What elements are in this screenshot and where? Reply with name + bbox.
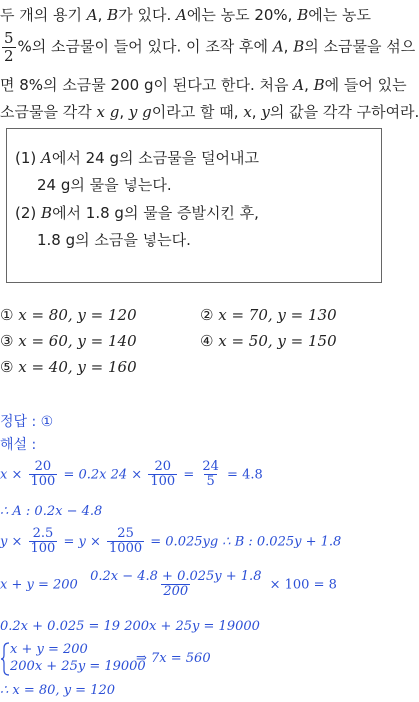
question-line-3: 면 8%의 소금물 200 g이 된다고 한다. 처음 A, B에 들어 있는	[0, 76, 407, 94]
system-result: ⇒ 7x = 560	[136, 651, 211, 666]
solution-line-2: ∴ A : 0.2x − 4.8	[0, 504, 103, 519]
solution-line-1: x × $\frac{20}{100}$ = 0.2x 24 × $\frac{20}{100}$ = $\frac{24}{5}$ = 4.8	[0, 459, 263, 490]
choice-4[interactable]: ④ x = 50, y = 150	[200, 332, 337, 350]
fraction: $\frac{25}{1000}$	[109, 526, 143, 557]
fraction-5-2: $\frac{5}{2}$	[4, 29, 14, 65]
choice-1[interactable]: ① x = 80, y = 120	[0, 306, 137, 324]
answer-label: 정답 : ①	[0, 414, 54, 430]
left-brace-icon	[0, 642, 10, 676]
system-eq-1: x + y = 200	[10, 642, 88, 657]
choice-5[interactable]: ⑤ x = 40, y = 160	[0, 358, 137, 376]
solution-line-4: x + y = 200 $\frac{0.2x - 4.8 + 0.025y + 1.8}{200}$ × 100 = 8	[0, 569, 337, 600]
box-item-2-cont: 1.8 g의 소금을 넣는다.	[37, 231, 191, 249]
solution-final: ∴ x = 80, y = 120	[0, 683, 116, 698]
fraction: $\frac{20}{100}$	[30, 459, 56, 490]
choice-2[interactable]: ② x = 70, y = 130	[200, 306, 337, 324]
system-eq-2: 200x + 25y = 19000	[10, 659, 146, 674]
box-item-1: (1) A에서 24 g의 소금물을 덜어내고	[15, 149, 259, 167]
solution-line-3: y × $\frac{2.5}{100}$ = y × $\frac{25}{1000}$ = 0.025yg ∴ B : 0.025y + 1.8	[0, 526, 342, 557]
solution-line-5: 0.2x + 0.025 = 19 200x + 25y = 19000	[0, 619, 260, 634]
explanation-label: 해설 :	[0, 437, 37, 453]
box-item-1-cont: 24 g의 물을 넣는다.	[37, 176, 172, 194]
choice-3[interactable]: ③ x = 60, y = 140	[0, 332, 137, 350]
box-item-2: (2) B에서 1.8 g의 물을 증발시킨 후,	[15, 204, 259, 222]
question-line-2: $\frac{5}{2}$ %의 소금물이 들어 있다. 이 조작 후에 A, B의 소금물을 섞으	[4, 29, 416, 65]
fraction: $\frac{0.2x - 4.8 + 0.025y + 1.8}{200}$	[90, 569, 262, 600]
question-line-4: 소금물을 각각 x g, y g이라고 할 때, x, y의 값을 각각 구하여라.	[0, 103, 419, 121]
fraction: $\frac{2.5}{100}$	[30, 526, 56, 557]
fraction: $\frac{24}{5}$	[202, 459, 219, 490]
question-line-1: 두 개의 용기 A, B가 있다. A에는 농도 20%, B에는 농도	[0, 6, 371, 24]
fraction: $\frac{20}{100}$	[150, 459, 176, 490]
condition-box	[6, 128, 382, 283]
